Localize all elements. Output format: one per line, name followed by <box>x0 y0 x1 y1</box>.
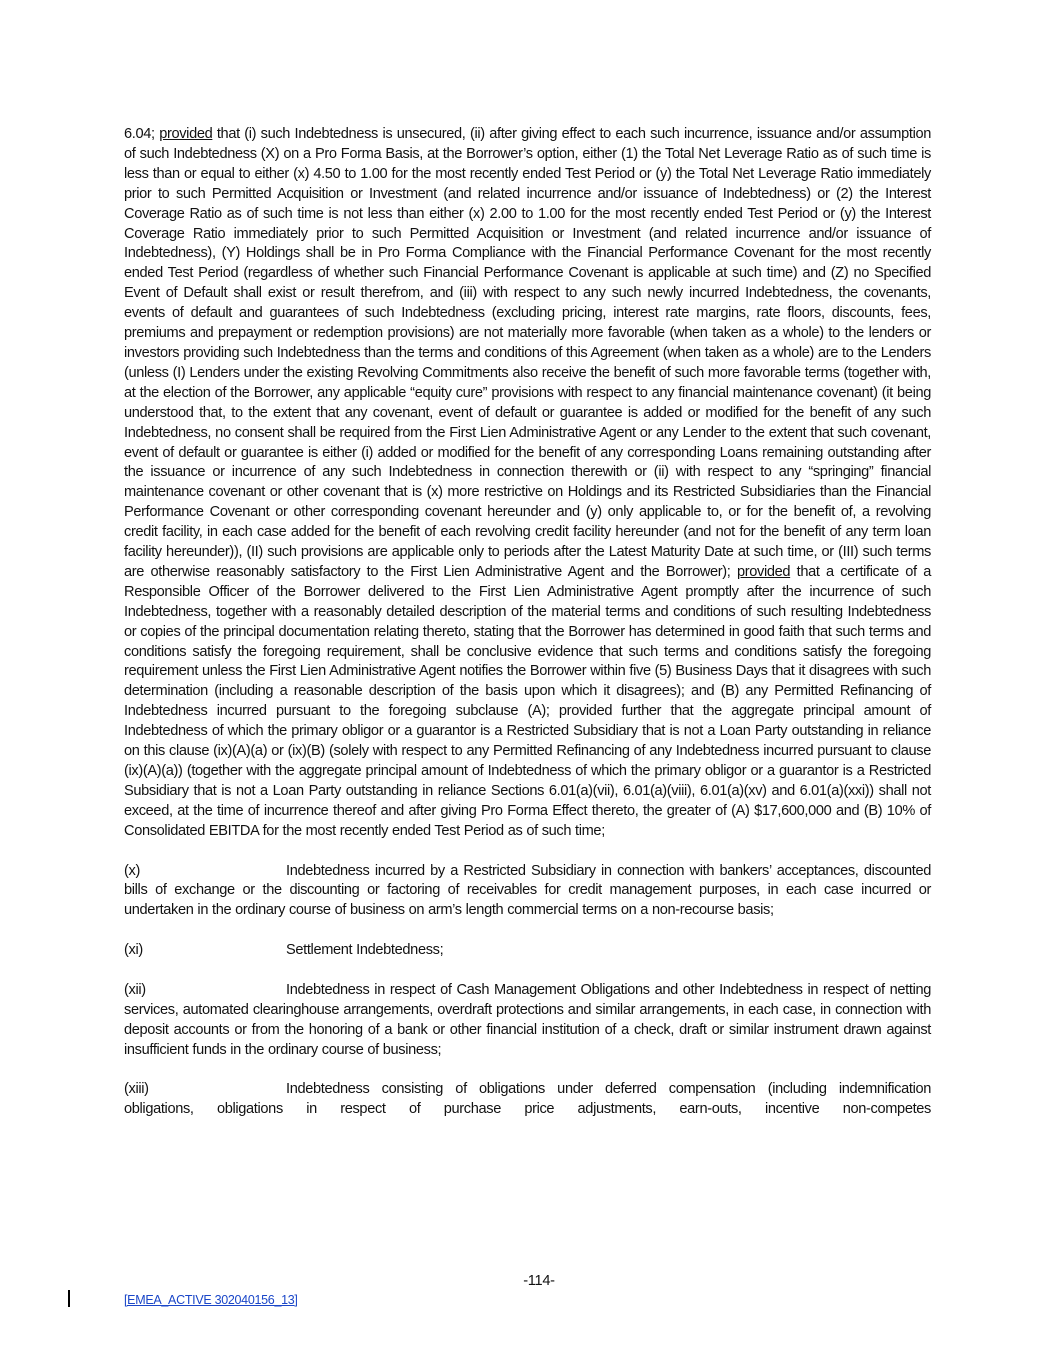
clause-xi <box>124 941 931 961</box>
provided-term: provided <box>736 563 791 580</box>
paragraph-gap <box>124 842 931 862</box>
clause-numeral: (xiii) <box>124 1081 149 1098</box>
clause-xiii <box>124 1080 931 1120</box>
clause-numeral-wrap <box>124 1080 286 1100</box>
text-segment: that (i) such Indebtedness is unsecured, (ii) after giving effect to each such incurrence, issuance and/or assumption of such Indebtedness (X) on a Pro Forma Basis, at the Borrower’s option, either (1) the Total Net Leverage Ratio as of such time is less than or equal to either (x) 4.50 to 1.00 for the most recently ended Test Period or (y) the Total Net Leverage Ratio immediately prior to such Permitted Acquisition or Investment (and related incurrence and/or issuance of Indebtedness) or (2) the Interest Coverage Ratio as of such time is not less than either (x) 2.00 to 1.00 for the most recently ended Test Period or (y) the Interest Coverage Ratio immediately prior to such Permitted Acquisition or Investment (and related incurrence and/or issuance of Indebtedness), (Y) Holdings shall be in Pro Forma Compliance with the Financial Performance Covenant for the most recently ended Test Period (regardless of whether such Financial Performance Covenant is applicable at such time) and (Z) no Specified Event of Default shall exist or result therefrom, and (iii) with respect to any such newly incurred Indebtedness, the covenants, events of default and guarantees of such Indebtedness (excluding pricing, interest rate margins, rate floors, discounts, fees, premiums and prepayment or redemption provisions) are not materially more favorable (when taken as a whole) to the lenders or investors providing such Indebtedness than the terms and conditions of this Agreement (when taken as a whole) are to the Lenders (unless (I) Lenders under the existing Revolving Commitments also receive the benefit of such more favorable terms (together with, at the election of the Borrower, any applicable “equity cure” provisions with respect to any financial maintenance covenant) (it being understood that, to the extent that any covenant, event of default or guarantee is added or modified for the benefit of any such Indebtedness, no consent shall be required from the First Lien Administrative Agent or any Lender to the extent that such covenant, event of default or guarantee is either (i) added or modified for the benefit of any corresponding Loans remaining outstanding after the issuance or incurrence of any such Indebtedness in connection therewith or (ii) with respect to any “springing” financial maintenance covenant or other covenant that is (x) more restrictive on Holdings and its Restricted Subsidiaries than the Financial Performance Covenant or other corresponding covenant hereunder and (y) only applicable to, or for the benefit of, a revolving credit facility, in each case added for the benefit of each revolving credit facility hereunder (and not for the benefit of any term loan facility hereunder)), (II) such provisions are applicable only to periods after the Latest Maturity Date at such time, or (III) such terms are otherwise reasonably satisfactory to the First Lien Administrative Agent and the Borrower); <box>124 126 931 580</box>
clause-numeral-wrap <box>124 981 286 1001</box>
change-bar <box>68 1290 70 1307</box>
paragraph-gap <box>124 961 931 981</box>
clause-text: Settlement Indebtedness; <box>286 942 444 959</box>
clause-numeral: (x) <box>124 862 140 879</box>
paragraph-gap <box>124 1061 931 1081</box>
clause-numeral: (xi) <box>124 942 143 959</box>
document-body <box>124 125 931 1120</box>
clause-x <box>124 862 931 922</box>
text-segment: 6.04; <box>124 126 160 142</box>
clause-numeral: (xii) <box>124 981 146 998</box>
paragraph-continuation <box>124 125 931 842</box>
page-number: -114- <box>523 1273 555 1289</box>
clause-text: Indebtedness incurred by a Restricted Subsidiary in connection with bankers’ acceptances, discounted bills of exchange or the discounting or factoring of receivables for credit management purposes, in each case incurred or undertaken in the ordinary course of business on arm’s length commercial terms on a non-recourse basis; <box>124 862 931 919</box>
text-segment: that a certificate of a Responsible Officer of the Borrower delivered to the First Lien Administrative Agent promptly after the incurrence of such Indebtedness, together with a reasonably detailed description of the material terms and conditions of such resulting Indebtedness or copies of the principal documentation relating thereto, stating that the Borrower has determined in good faith that such terms and conditions satisfy the foregoing requirement, shall be conclusive evidence that such terms and conditions satisfy the foregoing requirement unless the First Lien Administrative Agent notifies the Borrower within five (5) Business Days that it disagrees with such determination (including a reasonable description of the basis upon which it disagrees); and (B) any Permitted Refinancing of Indebtedness incurred pursuant to the foregoing subclause (A); provided further that the aggregate principal amount of Indebtedness of which the primary obligor or a guarantor is a Restricted Subsidiary that is not a Loan Party outstanding in reliance on this clause (ix)(A)(a) or (ix)(B) (solely with respect to any Permitted Refinancing of any Indebtedness incurred pursuant to clause (ix)(A)(a)) (together with the aggregate principal amount of Indebtedness of which the primary obligor or a guarantor is a Restricted Subsidiary that is not a Loan Party outstanding in reliance Sections 6.01(a)(vii), 6.01(a)(viii), 6.01(a)(xv) and 6.01(a)(xxi)) shall not exceed, at the time of incurrence thereof and after giving Pro Forma Effect thereto, the greater of (A) $17,600,000 and (B) 10% of Consolidated EBITDA for the most recently ended Test Period as of such time; <box>124 563 931 839</box>
provided-term: provided <box>159 126 213 142</box>
clause-numeral-wrap <box>124 862 286 882</box>
paragraph-gap <box>124 921 931 941</box>
clause-text: Indebtedness consisting of obligations under deferred compensation (including indemnification obligations, obligations in respect of purchase price adjustments, earn-outs, incentive non-competes <box>124 1081 931 1118</box>
footer-document-reference[interactable]: [EMEA_ACTIVE 302040156_13] <box>124 1293 298 1307</box>
clause-xii <box>124 981 931 1061</box>
clause-numeral-wrap <box>124 941 286 961</box>
clause-text: Indebtedness in respect of Cash Management Obligations and other Indebtedness in respect of netting services, automated clearinghouse arrangements, overdraft protections and similar arrangements, in each case, in connection with deposit accounts or from the honoring of a bank or other financial institution of a check, draft or similar instrument drawn against insufficient funds in the ordinary course of business; <box>124 981 931 1058</box>
